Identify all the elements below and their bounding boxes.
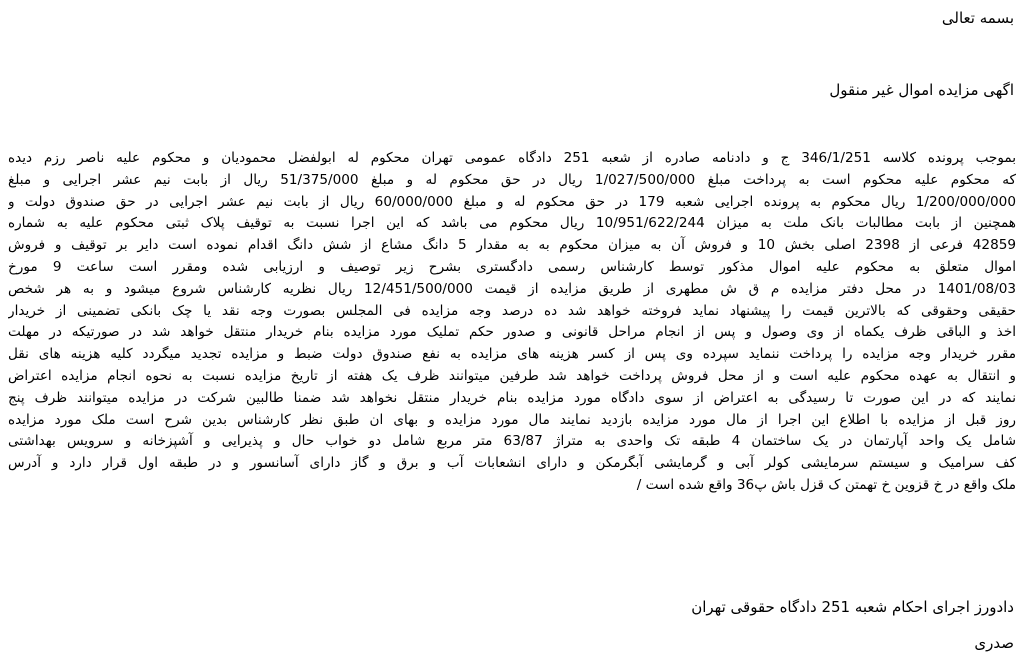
body-line: اخذ و الباقی ظرف یکماه از وی وصول و پس از انجام مراحل قانونی و صدور حکم تملیک مورد مزایده بنام خریدار منتقل خواهد شد در صورتیکه در مهلت [8, 324, 1016, 341]
body-line: حقیقی وحقوقی که بالاترین قیمت را پیشنهاد نماید فروخته خواهد شد ده درصد وجه مزایده فی المجلس بصورت وجه نقد یا چک بانکی تضمینی از خریدار [8, 302, 1016, 319]
basmala-heading: بسمه تعالی [941, 9, 1014, 27]
body-line: 42859 فرعی از 2398 اصلی بخش 10 و فروش آن به میزان محکوم به به مقدار 5 دانگ مشاع از شش دانگ اقدام نموده است دایر بر توقیف و فروش [8, 237, 1016, 254]
body-line: شامل یک واحد آپارتمان در یک ساختمان 4 طبقه تک واحدی به متراژ 63/87 متر مربع شامل دو خواب حال و پذیرایی و آشپزخانه و سرویس بهداشتی [8, 433, 1016, 450]
body-line: ملک واقع در خ قزوین خ تهمتن ک قزل باش پ36 واقع شده است / [636, 476, 1016, 493]
body-line: روز قبل از مزایده با اطلاع این اجرا از مال مورد مزایده بازدید نمایند مال مورد مزایده و بهای ان طبق نظر کارشناس بدین شرح است ملک مورد مزایده [8, 411, 1016, 428]
body-line: بموجب پرونده کلاسه 346/1/251 ج و دادنامه صادره از شعبه 251 دادگاه عمومی تهران محکوم له ابولفضل محمودیان و محکوم علیه ناصر رزم دیده [8, 150, 1016, 166]
notice-title: اگهی مزایده اموال غیر منقول [829, 81, 1014, 99]
body-line: همچنین از بابت مطالبات بانک ملت به میزان 10/951/622/244 ریال محکوم می باشد که این اجرا نسبت به توقیف پلاک ثبتی محکوم علیه به شماره [8, 215, 1016, 232]
body-line: نمایند که در این صورت تا رسیدگی به اعتراض از سوی دادگاه مورد مزایده بنام خریدار منتقل نخواهد شد ضمنا طالبین شرکت در مزایده میتوانند ظرف پنج [8, 389, 1016, 406]
signature-line: دادورز اجرای احکام شعبه 251 دادگاه حقوقی تهران [691, 598, 1014, 616]
body-line: اموال متعلق به محکوم علیه اموال مذکور توسط کارشناس رسمی دادگستری بشرح زیر توصیف و ارزیابی شده ومقرر است ساعت 9 مورخ [8, 258, 1016, 275]
body-line: که محکوم علیه محکوم است به پرداخت مبلغ 1/027/500/000 ریال در حق محکوم له و مبلغ 51/375/000 ریال از بابت نیم عشر اجرایی و مبلغ [8, 171, 1016, 188]
body-line: کف سرامیک و سیستم سرمایشی کولر آبی و گرمایشی آبگرمکن و دارای انشعابات آب و برق و گاز دارای آسانسور و در طبقه اول قرار دارد و آدرس [8, 455, 1016, 472]
body-line: 1/200/000/000 ریال محکوم به پرونده اجرایی شعبه 179 در حق محکوم له و مبلغ 60/000/000 ریال از بابت نیم عشر اجرایی در حق صندوق دولت و [8, 193, 1016, 210]
body-line: 1401/08/03 در محل دفتر مزایده م ق ش مطهری از طریق مزایده از قیمت 12/451/500/000 ریال نظریه کارشناس شروع میشود و به هر شخص [8, 280, 1016, 297]
body-line: و انتقال به عهده محکوم علیه است و از محل فروش پرداخت خواهد شد طرفین میتوانند ظرف یک هفته از تاریخ مزایده نسبت به نحوه انجام مزایده اعتراض [8, 367, 1016, 384]
body-line: مقرر خریدار وجه مزایده را پرداخت ننماید سپرده وی پس از کسر هزینه های مزایده به نفع صندوق دولت ضبط و مزایده تجدید میگردد کلیه هزینه های نقل [8, 346, 1016, 363]
notice-body [8, 148, 1016, 497]
signatory-name: صدری [974, 634, 1014, 652]
